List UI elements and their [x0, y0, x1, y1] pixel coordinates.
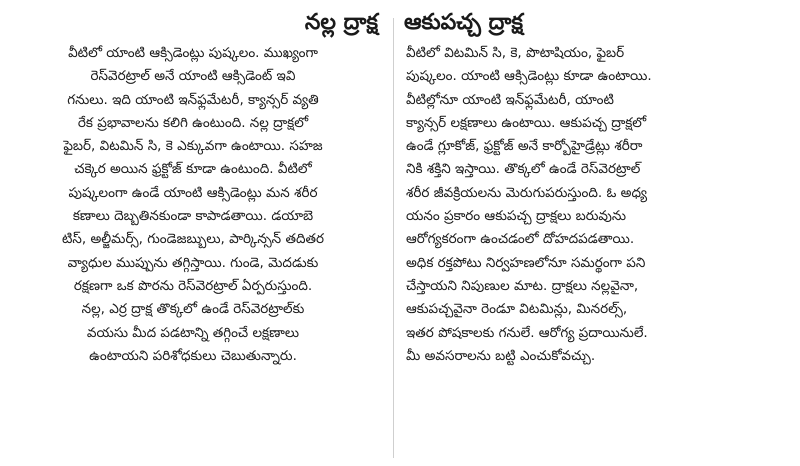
text-line: అధిక రక్తపోటు నిర్వహణలోనూ సమర్థంగా పని [406, 254, 646, 271]
text-line: నికి శక్తిని ఇస్తాయి. తొక్కలో ఉండే రెస్‌వెరట్రాల్ [406, 161, 641, 178]
text-line: రక్షణగా ఒక పొరను రెస్‌వెరట్రాల్ ఏర్పరుస్తుంది. [73, 277, 313, 294]
green-grapes-column [402, 8, 798, 368]
text-line: ఉండే గ్లూకోజ్, ఫ్రక్టోజ్ అనే కార్బోహైడ్రేట్లు శరీరా [406, 138, 643, 155]
text-line: క్యాన్సర్ లక్షణాలు ఉంటాయి. ఆకుపచ్చ ద్రాక్షలో [406, 114, 647, 131]
text-line: మీ అవసరాలను బట్టి ఎంచుకోవచ్చు. [406, 347, 596, 364]
text-line: రేక ప్రభావాలను కలిగి ఉంటుంది. నల్ల ద్రాక్షలో [77, 114, 309, 131]
text-line: నల్ల, ఎర్ర ద్రాక్ష తొక్కలో ఉండే రెస్‌వెరట్రాల్‌కు [81, 301, 305, 318]
text-line: ఉంటాయని పరిశోధకులు చెబుతున్నారు. [89, 347, 297, 364]
green-grapes-heading: ఆకుపచ్చ ద్రాక్ష [404, 10, 524, 35]
text-line: యనం ప్రకారం ఆకుపచ్చ ద్రాక్షలు బరువును [406, 208, 626, 225]
text-line: ఆకుపచ్చవైనా రెండూ విటమిన్లు, మినరల్స్, [406, 301, 628, 318]
text-line: టిస్, అల్జీమర్స్, గుండెజబ్బులు, పార్కిన్సన్ తదితర [61, 231, 324, 248]
black-grapes-column [0, 8, 386, 368]
text-line: రెస్‌వెరట్రాల్ అనే యాంటి ఆక్సిడెంట్ ఇవి [90, 68, 296, 85]
text-line: పుష్కలం. యాంటి ఆక్సిడెంట్లు కూడా ఉంటాయి. [406, 68, 652, 85]
black-grapes-body [0, 42, 386, 368]
text-line: వయసు మీద పడటాన్ని తగ్గించే లక్షణాలు [86, 324, 300, 341]
text-line: శరీర జీవక్రియలను మెరుగుపరుస్తుంది. ఓ అధ్య [406, 184, 648, 201]
text-line: వీటిలో విటమిన్ సి, కె, పొటాషియం, ఫైబర్ [406, 45, 625, 61]
text-line: వీటిల్లోనూ యాంటి ఇన్‌ఫ్లమేటరీ, యాంటి [406, 91, 614, 108]
text-line: వీటిలో యాంటి ఆక్సిడెంట్లు పుష్కలం. ముఖ్యంగా [68, 45, 318, 61]
text-line: వ్యాధుల ముప్పును తగ్గిస్తాయి. గుండె, మెదడుకు [67, 254, 319, 271]
text-line: పుష్కలంగా ఉండే యాంటి ఆక్సిడెంట్లు మన శరీర [68, 184, 318, 201]
text-line: గనులు. ఇది యాంటి ఇన్‌ఫ్లమేటరీ, క్యాన్సర్ వ్యతి [67, 91, 319, 108]
text-line: కణాలు దెబ్బతినకుండా కాపాడతాయి. డయాబె [72, 208, 314, 225]
column-divider [393, 18, 394, 458]
text-line: ఆరోగ్యకరంగా ఉంచడంలో దోహదపడతాయి. [406, 231, 635, 248]
text-line: ఇతర పోషకాలకు గనులే. ఆరోగ్య ప్రదాయినులే. [406, 324, 648, 341]
text-line: చేస్తాయని నిపుణుల మాట. ద్రాక్షలు నల్లవైనా, [406, 277, 639, 294]
black-grapes-heading: నల్ల ద్రాక్ష [304, 10, 378, 35]
green-grapes-body [402, 42, 798, 368]
text-line: ఫైబర్, విటమిన్ సి, కె ఎక్కువగా ఉంటాయి. సహజ [63, 138, 323, 155]
text-line: చక్కెర అయిన ఫ్రక్టోజ్ కూడా ఉంటుంది. వీటిలో [74, 161, 312, 178]
